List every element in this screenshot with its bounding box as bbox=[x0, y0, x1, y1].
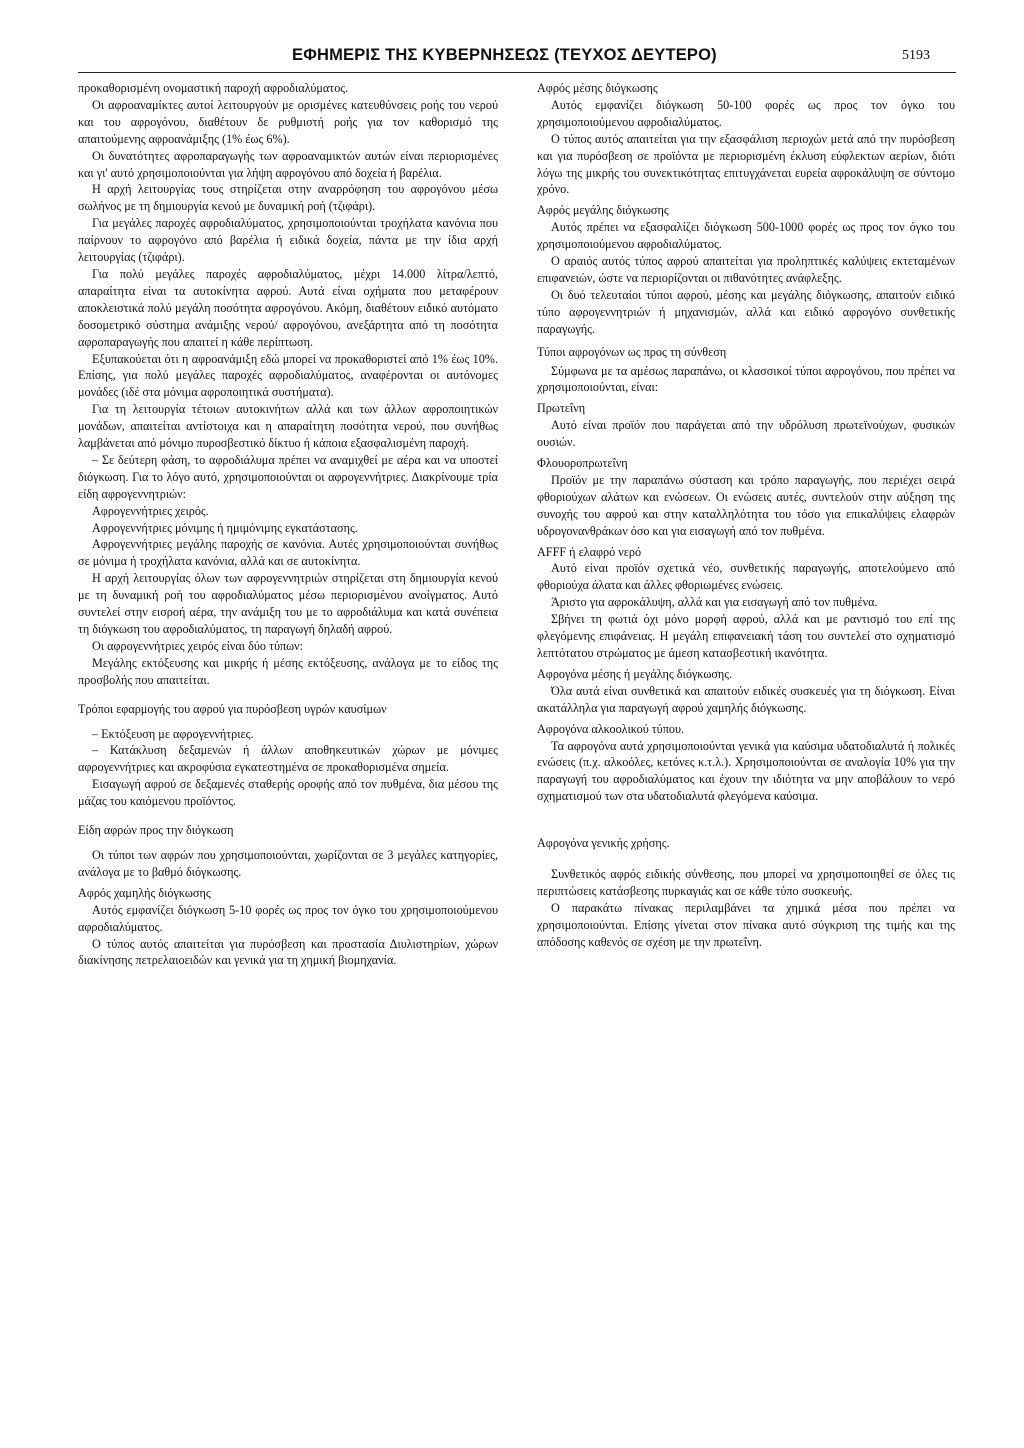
subheading: Πρωτεΐνη bbox=[537, 401, 586, 416]
paragraph: Μεγάλης εκτόξευσης και μικρής ή μέσης εκτόξευσης, ανάλογα με το είδος της προσβολής που απαιτείται. bbox=[78, 655, 498, 687]
list-item: – Κατάκλυση δεξαμενών ή άλλων αποθηκευτικών χώρων με μόνιμες αφρογεννήτριες και ακροφύσια εγκατεστημένα σε προκαθορισμένα σημεία. bbox=[78, 743, 498, 775]
paragraph: Όλα αυτά είναι συνθετικά και απαιτούν ειδικές συσκευές για τη διόγκωση. Είναι ακατάλληλα για παραγωγή αφρού χαμηλής διόγκωσης. bbox=[537, 683, 955, 715]
right-column bbox=[537, 80, 955, 951]
paragraph: Προϊόν με την παραπάνω σύσταση και τρόπο παραγωγής, που περιέχει σειρά φθοριούχων αλάτων και ενώσεων. Οι ενώσεις αυτές, συντελούν στην αύξηση της συνοχής του αφρού και στην καταλληλότητα του τόσο για επικαλύψεις ελαφρών υδρογονανθράκων όσο και για εισαγωγή από τον πυθμένα. bbox=[537, 472, 955, 538]
paragraph: Ο τύπος αυτός απαιτείται για την εξασφάλιση περιοχών μετά από την πυρόσβεση και για πυρόσβεση σε προϊόντα με περιορισμένη έκλυση εύφλεκτων αερίων, διότι λόγω της μικρής του συνεκτικότητας επιτυγχάνεται ευρεία αφροκάλυψη σε σύντομο χρόνο. bbox=[537, 131, 955, 197]
list-item: Αφρογεννήτριες μεγάλης παροχής σε κανόνια. Αυτές χρησιμοποιούνται συνήθως σε μόνιμα ή τροχήλατα κανόνια, αλλά και σε αυτοκίνητα. bbox=[78, 537, 498, 569]
subheading: Αφρός χαμηλής διόγκωσης bbox=[78, 885, 211, 900]
paragraph: Οι αφροαναμίκτες αυτοί λειτουργούν με ορισμένες κατευθύνσεις ροής του νερού και του αφρογόνου, διαθέτουν δε ρυθμιστή ροής για τον καθορισμό της απαιτούμενης αφροανάμιξης (1% έως 6%). bbox=[78, 97, 498, 146]
paragraph: Άριστο για αφροκάλυψη, αλλά και για εισαγωγή από τον πυθμένα. bbox=[551, 595, 878, 610]
paragraph: Αυτός πρέπει να εξασφαλίζει διόγκωση 500-1000 φορές ως προς τον όγκο του χρησιμοποιούμενου αφροδιαλύματος. bbox=[537, 220, 955, 252]
section-heading: Τύποι αφρογόνων ως προς τη σύνθεση bbox=[537, 344, 727, 359]
paragraph: Η αρχή λειτουργίας όλων των αφρογεννητριών στηρίζεται στη δημιουργία κενού με τη δυναμική ροή του αφροδιαλύματος μέσω περιορισμένου ανοίγματος. Αυτό συντελεί στην εισροή αέρα, την ανάμιξη του με το αφροδιάλυμα και κατά συνέπεια τη διόγκωση του αφροδιαλύματος, τη παραγωγή δηλαδή αφρού. bbox=[78, 571, 498, 636]
paragraph: Σβήνει τη φωτιά όχι μόνο μορφή αφρού, αλλά και με ραντισμό του επί της φλεγόμενης επιφάνειας. Η μεγάλη επιφανειακή τάση του συντελεί στο σχηματισμό λεπτότατου στρώματος με άμεση κατασβεστική ικανότητα. bbox=[537, 612, 955, 660]
paragraph: Για τη λειτουργία τέτοιων αυτοκινήτων αλλά και των άλλων αφροποιητικών μονάδων, απαιτείται αντίστοιχα και η απαραίτητη ποσότητα νερού, που συνήθως λαμβάνεται από μόνιμο πυροσβεστικό δίκτυο ή κάποια εξασφαλισμένη παροχή. bbox=[78, 402, 498, 451]
section-heading: Τρόποι εφαρμογής του αφρού για πυρόσβεση υγρών καυσίμων bbox=[78, 701, 387, 716]
paragraph: Για πολύ μεγάλες παροχές αφροδιαλύματος, μέχρι 14.000 λίτρα/λεπτό, απαραίτητα είναι τα αυτοκίνητα αφρού. Αυτά είναι οχήματα που μεταφέρουν αποκλειστικά πολύ μεγάλη ποσότητα αφρογόνου. Ακόμη, διαθέτουν ειδικό αυτόματο δοσομετρικό σύστημα ανάμιξης νερού/ αφρογόνου, ανεξάρτητα από τη ποσότητα αφροπαραγωγής που απαιτεί η κάθε περίπτωση. bbox=[78, 266, 498, 349]
section-heading: Είδη αφρών προς την διόγκωση bbox=[78, 823, 234, 838]
paragraph: Η αρχή λειτουργίας τους στηρίζεται στην αναρρόφηση του αφρογόνου μέσω σωλήνος με τη δημιουργία κενού με δυναμική ροή (τζιφάρι). bbox=[78, 182, 498, 214]
subheading: Αφρός μεγάλης διόγκωσης bbox=[537, 203, 669, 218]
paragraph: Οι δυνατότητες αφροπαραγωγής των αφροαναμικτών αυτών είναι περιορισμένες και γι' αυτό χρησιμοποιούνται για λήψη αφρογόνου από δοχεία ή βαρέλια. bbox=[78, 148, 498, 180]
left-column bbox=[78, 80, 498, 969]
header-title: ΕΦΗΜΕΡΙΣ ΤΗΣ ΚΥΒΕΡΝΗΣΕΩΣ (ΤΕΥΧΟΣ ΔΕΥΤΕΡΟ) bbox=[292, 46, 717, 64]
paragraph: Οι δυό τελευταίοι τύποι αφρού, μέσης και μεγάλης διόγκωσης, απαιτούν ειδικό τύπο αφρογεννητριών ή μηχανισμών, αλλά και ειδικό αφρογόνο συνθετικής παραγωγής. bbox=[537, 287, 955, 336]
paragraph: Αυτό είναι προϊόν σχετικά νέο, συνθετικής παραγωγής, αποτελούμενο από φθοριούχα άλατα και άλλες φθοριωμένες ενώσεις. bbox=[537, 561, 955, 593]
list-item: Αφρογεννήτριες χειρός. bbox=[92, 503, 209, 518]
paragraph: Οι τύποι των αφρών που χρησιμοποιούνται, χωρίζονται σε 3 μεγάλες κατηγορίες, ανάλογα με το βαθμό διόγκωσης. bbox=[78, 847, 498, 879]
paragraph: Σύμφωνα με τα αμέσως παραπάνω, οι κλασσικοί τύποι αφρογόνου, που πρέπει να χρησιμοποιούνται, είναι: bbox=[537, 363, 955, 395]
subheading: Αφρογόνα μέσης ή μεγάλης διόγκωσης. bbox=[537, 666, 733, 681]
paragraph: προκαθορισμένη ονομαστική παροχή αφροδιαλύματος. bbox=[78, 81, 349, 95]
subheading: Αφρός μέσης διόγκωσης bbox=[537, 81, 658, 95]
paragraph: Ο αραιός αυτός τύπος αφρού απαιτείται για προληπτικές καλύψεις εκτεταμένων επιφανειών, ώστε να περιορίζονται οι πιθανότητες ανάφλεξης. bbox=[537, 254, 955, 285]
subheading: Αφρογόνα αλκοολικού τύπου. bbox=[537, 721, 685, 736]
paragraph: Τα αφρογόνα αυτά χρησιμοποιούνται γενικά για καύσιμα υδατοδιαλυτά ή πολικές ενώσεις (π.χ. αλκοόλες, κετόνες κ.τ.λ.). Χρησιμοποιούνται σε αναλογία 10% για την παραγωγή του αφροδιαλύματος και έχουν την ιδιότητα να μην αποβάλουν το νερό σχηματισμού των στα υδατοδιαλυτά φλεγόμενα καύσιμα. bbox=[537, 738, 955, 804]
subheading: AFFF ή ελαφρό νερό bbox=[537, 544, 642, 559]
paragraph: Εισαγωγή αφρού σε δεξαμενές σταθερής οροφής από τον πυθμένα, δια μέσου της μάζας του καιόμενου προϊόντος. bbox=[78, 777, 498, 809]
paragraph: – Σε δεύτερη φάση, το αφροδιάλυμα πρέπει να αναμιχθεί με αέρα και να υποστεί διόγκωση. Για το λόγο αυτό, χρησιμοποιούνται οι αφρογεννήτριες. Διακρίνουμε τρία είδη αφρογεννητριών: bbox=[78, 452, 498, 501]
paragraph: Αυτός εμφανίζει διόγκωση 50-100 φορές ως προς τον όγκο του χρησιμοποιούμενου αφροδιαλύματος. bbox=[537, 97, 955, 129]
header-rule bbox=[78, 72, 956, 73]
paragraph: Οι αφρογεννήτριες χειρός είναι δύο τύπων: bbox=[92, 638, 304, 653]
page-header bbox=[0, 46, 1024, 72]
paragraph: Για μεγάλες παροχές αφροδιαλύματος, χρησιμοποιούνται τροχήλατα κανόνια που παίρνουν το αφρογόνο από βαρέλια ή ειδικά δοχεία, πάντα με την ίδια αρχή λειτουργίας (τζιφάρι). bbox=[78, 216, 498, 265]
paragraph: Εξυπακούεται ότι η αφροανάμιξη εδώ μπορεί να προκαθοριστεί από 1% έως 10%. Επίσης, για πολύ μεγάλες παροχές αφροδιαλύματος, αναφέρονται οι αυτόνομες μονάδες (ιδέ στα μόνιμα αφροποιητικά συστήματα). bbox=[78, 351, 498, 400]
paragraph: Αυτός εμφανίζει διόγκωση 5-10 φορές ως προς τον όγκο του χρησιμοποιούμενου αφροδιαλύματος. bbox=[78, 902, 498, 934]
paragraph: Ο παρακάτω πίνακας περιλαμβάνει τα χημικά μέσα που πρέπει να χρησιμοποιούνται. Επίσης γίνεται στον πίνακα αυτό σύγκριση της τιμής και της απόδοσης καθενός σε σχέση με την πρωτεΐνη. bbox=[537, 900, 955, 949]
paragraph: Ο τύπος αυτός απαιτείται για πυρόσβεση και προστασία Διυλιστηρίων, χώρων διακίνησης πετρελαιοειδών και γενικά για τη χημική βιομηχανία. bbox=[78, 936, 498, 968]
page-number: 5193 bbox=[902, 48, 930, 63]
list-item: – Εκτόξευση με αφρογεννήτριες. bbox=[92, 726, 254, 741]
paragraph: Συνθετικός αφρός ειδικής σύνθεσης, που μπορεί να χρησιμοποιηθεί σε όλες τις περιπτώσεις κατάσβεσης πυρκαγιάς και σε κάθε τύπο συσκευής. bbox=[537, 867, 955, 898]
subheading: Αφρογόνα γενικής χρήσης. bbox=[537, 836, 670, 851]
list-item: Αφρογεννήτριες μόνιμης ή ημιμόνιμης εγκατάστασης. bbox=[92, 520, 358, 535]
paragraph: Αυτό είναι προϊόν που παράγεται από την υδρόλυση πρωτεϊνούχων, φυσικών ουσιών. bbox=[537, 418, 955, 450]
subheading: Φλουοροπρωτεΐνη bbox=[537, 456, 628, 471]
